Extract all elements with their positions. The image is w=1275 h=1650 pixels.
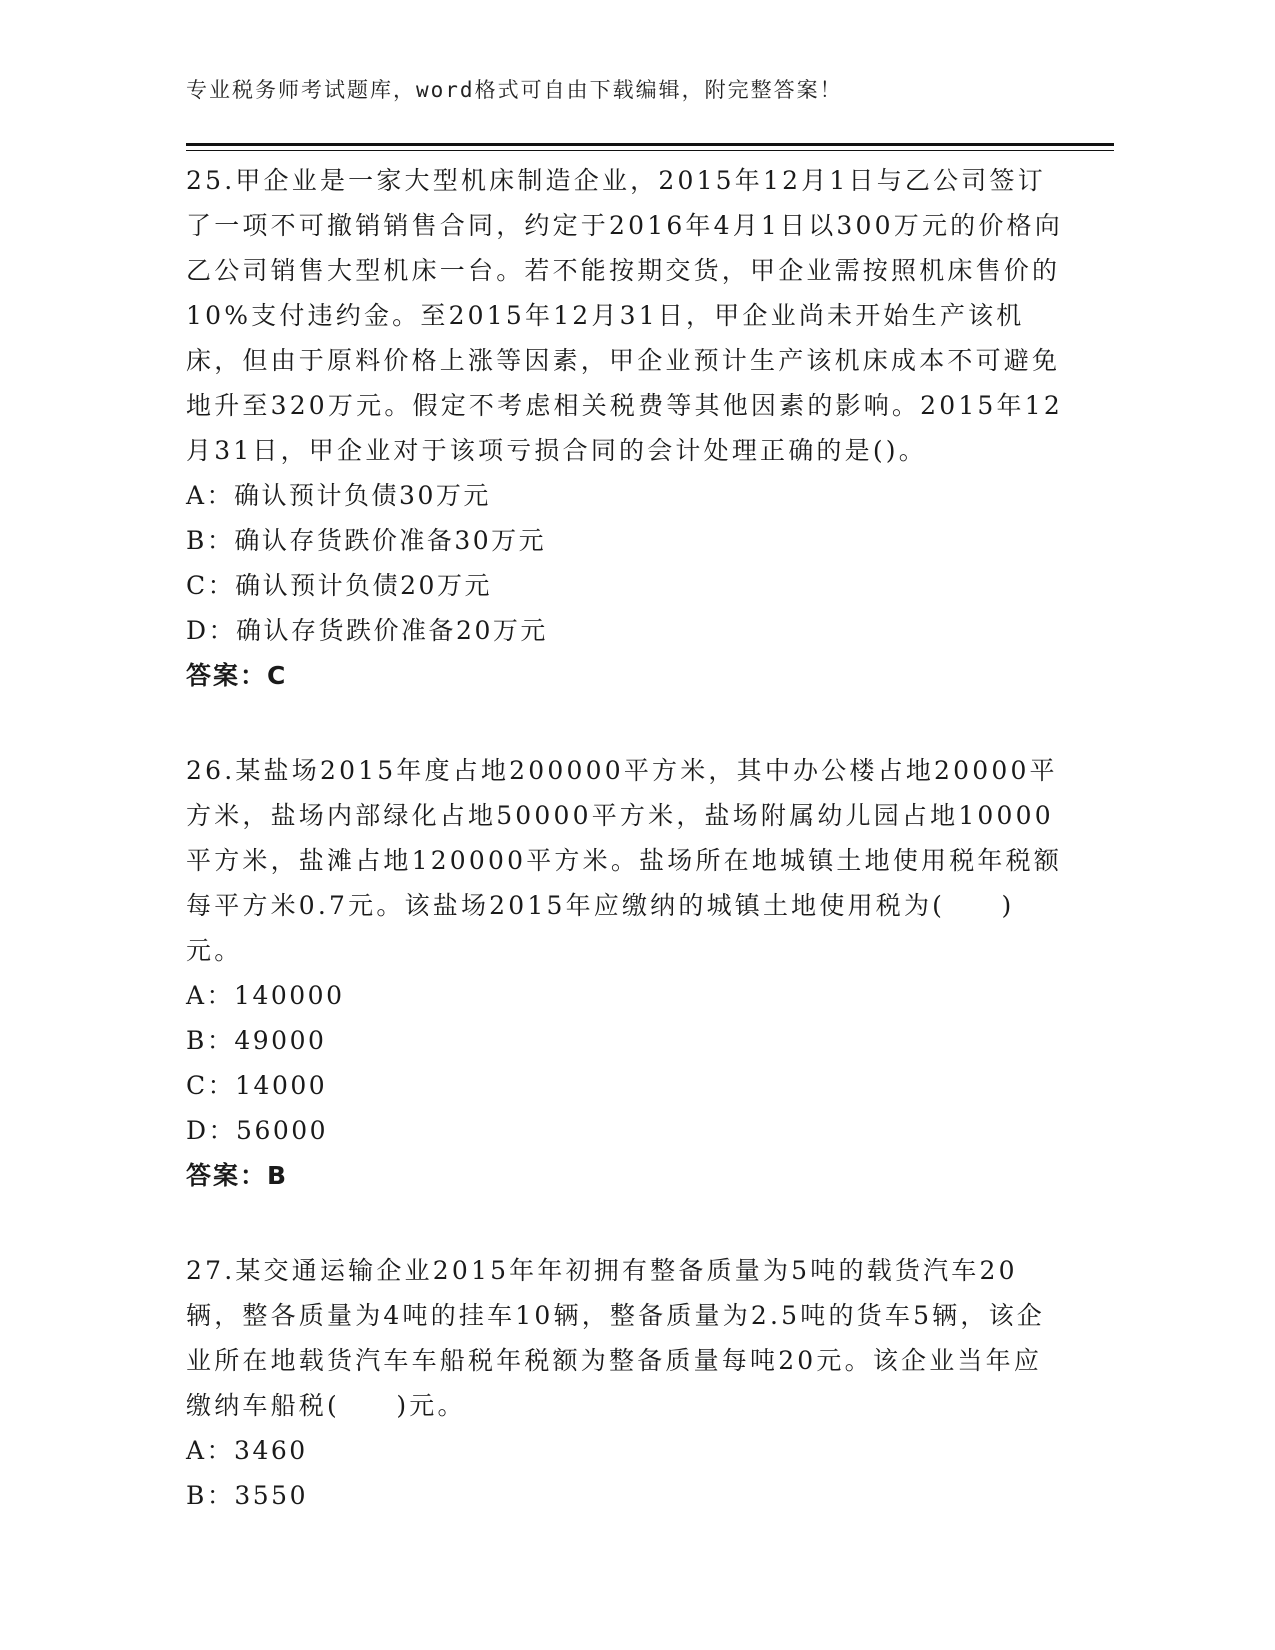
option-d: D：确认存货跌价准备20万元 [186,616,548,645]
question-25 [186,158,1066,698]
question-list [186,158,1066,1568]
question-27 [186,1248,1066,1518]
option-c: C：14000 [186,1071,328,1100]
answer: 答案：B [186,1161,289,1190]
header-rule-thick [186,143,1114,146]
option-a: A：3460 [186,1436,308,1465]
option-c: C：确认预计负债20万元 [186,571,492,600]
question-text: 25.甲企业是一家大型机床制造企业，2015年12月1日与乙公司签订了一项不可撤销销售合同，约定于2016年4月1日以300万元的价格向乙公司销售大型机床一台。若不能按期交货，甲企业需按照机床售价的10%支付违约金。至2015年12月31日，甲企业尚未开始生产该机床，但由于原料价格上涨等因素，甲企业预计生产该机床成本不可避免地升至320万元。假定不考虑相关税费等其他因素的影响。2015年12月31日，甲企业对于该项亏损合同的会计处理正确的是()。 [186,166,1063,465]
answer: 答案：C [186,661,288,690]
question-text: 27.某交通运输企业2015年年初拥有整备质量为5吨的载货汽车20辆，整各质量为4吨的挂车10辆，整备质量为2.5吨的货车5辆，该企业所在地载货汽车车船税年税额为整备质量每吨20元。该企业当年应缴纳车船税( )元。 [186,1256,1045,1420]
option-d: D：56000 [186,1116,329,1145]
option-b: B：49000 [186,1026,327,1055]
option-b: B：确认存货跌价准备30万元 [186,526,547,555]
option-b: B：3550 [186,1481,308,1510]
question-text: 26.某盐场2015年度占地200000平方米，其中办公楼占地20000平方米，盐场内部绿化占地50000平方米，盐场附属幼儿园占地10000平方米，盐滩占地120000平方米。盐场所在地城镇土地使用税年税额每平方米0.7元。该盐场2015年应缴纳的城镇土地使用税为( )元。 [186,756,1063,965]
option-a: A：确认预计负债30万元 [186,481,491,510]
page-header: 专业税务师考试题库，word格式可自由下载编辑，附完整答案！ [186,78,843,102]
header-rule-thin [186,150,1114,151]
question-26 [186,748,1066,1198]
option-a: A：140000 [186,981,345,1010]
